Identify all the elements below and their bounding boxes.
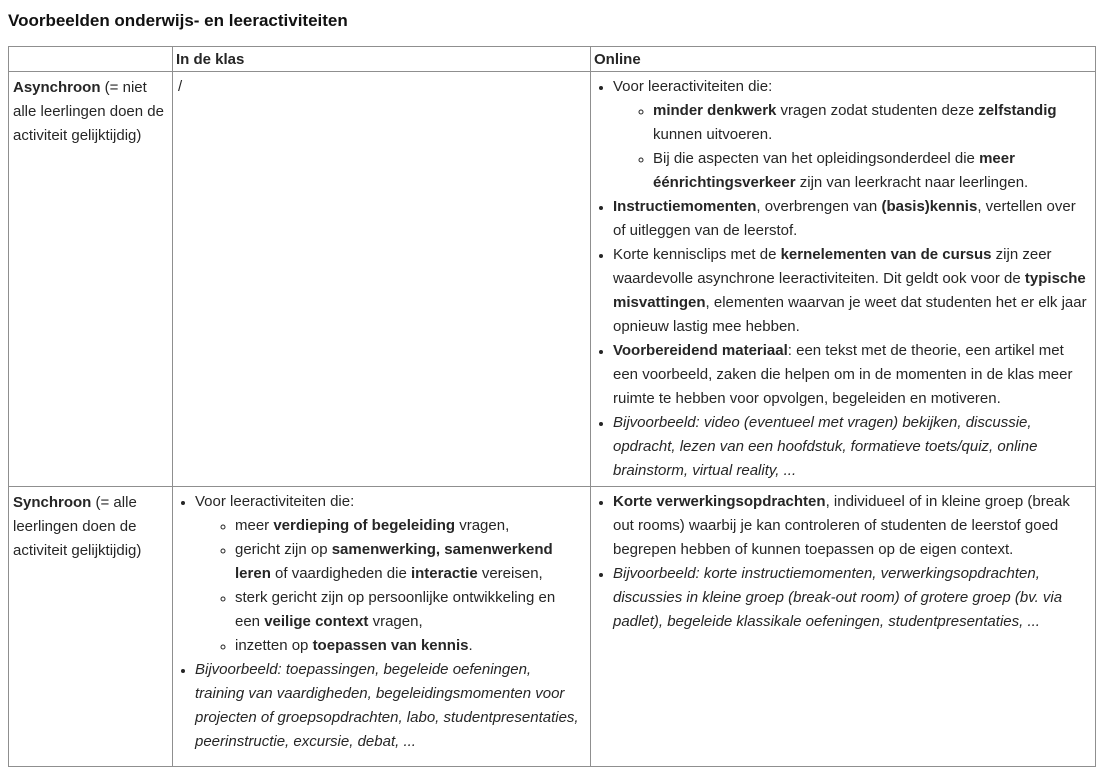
list-item [613, 243, 1089, 339]
bullet-list [195, 514, 584, 658]
text-segment: , elementen waarvan je weet dat studenten het er elk jaar opnieuw lastig mee hebben. [613, 294, 1087, 335]
list-item [613, 75, 1089, 195]
text-segment: sterk gericht zijn op persoonlijke ontwikkeling en een [235, 589, 556, 630]
text-segment: Synchroon [13, 494, 92, 511]
text-segment: veilige context [264, 613, 369, 630]
text-segment: Bijvoorbeeld: korte instructiemomenten, verwerkingsopdrachten, discussies in kleine groep (break-out room) of grotere groep (bv. via padlet), begeleide klassikale oefeningen, studentpresentaties, ... [613, 565, 1063, 630]
cell-synchroon-online [591, 487, 1096, 767]
list-item [235, 538, 584, 586]
cell-synchroon-in-de-klas [173, 487, 591, 767]
list-item [653, 147, 1089, 195]
text-segment: kunnen uitvoeren. [653, 126, 773, 143]
list-item [195, 658, 584, 754]
text-segment: Korte kennisclips met de [613, 246, 781, 263]
table-row-asynchroon [9, 72, 1096, 487]
text-segment: Voor leeractiviteiten die: [613, 78, 773, 95]
bullet-list [596, 75, 1089, 483]
text-segment: vragen, [368, 613, 423, 630]
text-segment: (= niet alle leerlingen doen de activiteit gelijktijdig) [13, 79, 164, 144]
list-item [613, 195, 1089, 243]
cell-asynchroon-in-de-klas: / [173, 72, 591, 487]
bullet-list [596, 490, 1089, 634]
text-segment: Asynchroon [13, 79, 101, 96]
text-segment: , vertellen over of uitleggen van de leerstof. [613, 198, 1076, 239]
text-segment: zelfstandig [978, 102, 1057, 119]
text-segment: meer éénrichtingsverkeer [653, 150, 1015, 191]
text-segment: gericht zijn op [235, 541, 332, 558]
text-segment: vragen, [455, 517, 510, 534]
text-segment: (basis)kennis [881, 198, 978, 215]
text-segment: minder denkwerk [653, 102, 777, 119]
list-item [653, 99, 1089, 147]
list-item [235, 514, 584, 538]
list-item [613, 562, 1089, 634]
column-header-row-label [9, 47, 173, 72]
list-item [613, 339, 1089, 411]
table-row-synchroon [9, 487, 1096, 767]
text-segment: Instructiemomenten [613, 198, 757, 215]
text-segment: (= alle leerlingen doen de activiteit gelijktijdig) [13, 494, 142, 559]
row-header-synchroon [9, 487, 173, 767]
text-segment: . [468, 637, 473, 654]
column-header-online: Online [591, 47, 1096, 72]
text-segment: zijn zeer waardevolle asynchrone leeractiviteiten. Dit geldt ook voor de [613, 246, 1052, 287]
row-header-asynchroon [9, 72, 173, 487]
text-segment: toepassen van kennis [312, 637, 469, 654]
text-segment: Bijvoorbeeld: video (eventueel met vragen) bekijken, discussie, opdracht, lezen van een hoofdstuk, formatieve toets/quiz, online brainstorm, virtual reality, ... [613, 414, 1038, 479]
text-segment: Bij die aspecten van het opleidingsonderdeel die [653, 150, 980, 167]
text-segment: inzetten op [235, 637, 313, 654]
text-segment: vragen zodat studenten deze [776, 102, 979, 119]
text-segment: typische misvattingen [613, 270, 1086, 311]
bullet-list [613, 99, 1089, 195]
text-segment: Voor leeractiviteiten die: [195, 493, 355, 510]
text-segment: interactie [410, 565, 478, 582]
text-segment: Voorbereidend materiaal [613, 342, 788, 359]
text-segment: samenwerking, samenwerkend leren [235, 541, 553, 582]
text-segment: , individueel of in kleine groep (break out rooms) waarbij je kan controleren of studenten de leerstof goed begrepen hebben of kunnen toepassen op de eigen context. [613, 493, 1070, 558]
text-segment: Bijvoorbeeld: toepassingen, begeleide oefeningen, training van vaardigheden, begeleidingsmomenten voor projecten of groepsopdrachten, labo, studentpresentaties, peerinstructie, excursie, debat, ... [195, 661, 579, 750]
list-item [235, 586, 584, 634]
page-title: Voorbeelden onderwijs- en leeractiviteiten [8, 11, 348, 30]
text-segment: zijn van leerkracht naar leerlingen. [795, 174, 1029, 191]
list-item [235, 634, 584, 658]
text-segment: meer [235, 517, 274, 534]
activities-table [8, 46, 1096, 767]
list-item [195, 490, 584, 658]
bullet-list [178, 490, 584, 754]
column-header-in-de-klas: In de klas [173, 47, 591, 72]
table-header-row [9, 47, 1096, 72]
text-segment: , overbrengen van [756, 198, 882, 215]
text-segment: verdieping of begeleiding [273, 517, 456, 534]
text-segment: kernelementen van de cursus [780, 246, 992, 263]
text-segment: vereisen, [477, 565, 543, 582]
text-segment: Korte verwerkingsopdrachten [613, 493, 826, 510]
list-item [613, 411, 1089, 483]
text-segment: : een tekst met de theorie, een artikel met een voorbeeld, zaken die helpen om in de momenten in de klas meer ruimte te hebben voor opvolgen, begeleiden en motiveren. [613, 342, 1073, 407]
text-segment: of vaardigheden die [270, 565, 411, 582]
cell-asynchroon-online [591, 72, 1096, 487]
list-item [613, 490, 1089, 562]
